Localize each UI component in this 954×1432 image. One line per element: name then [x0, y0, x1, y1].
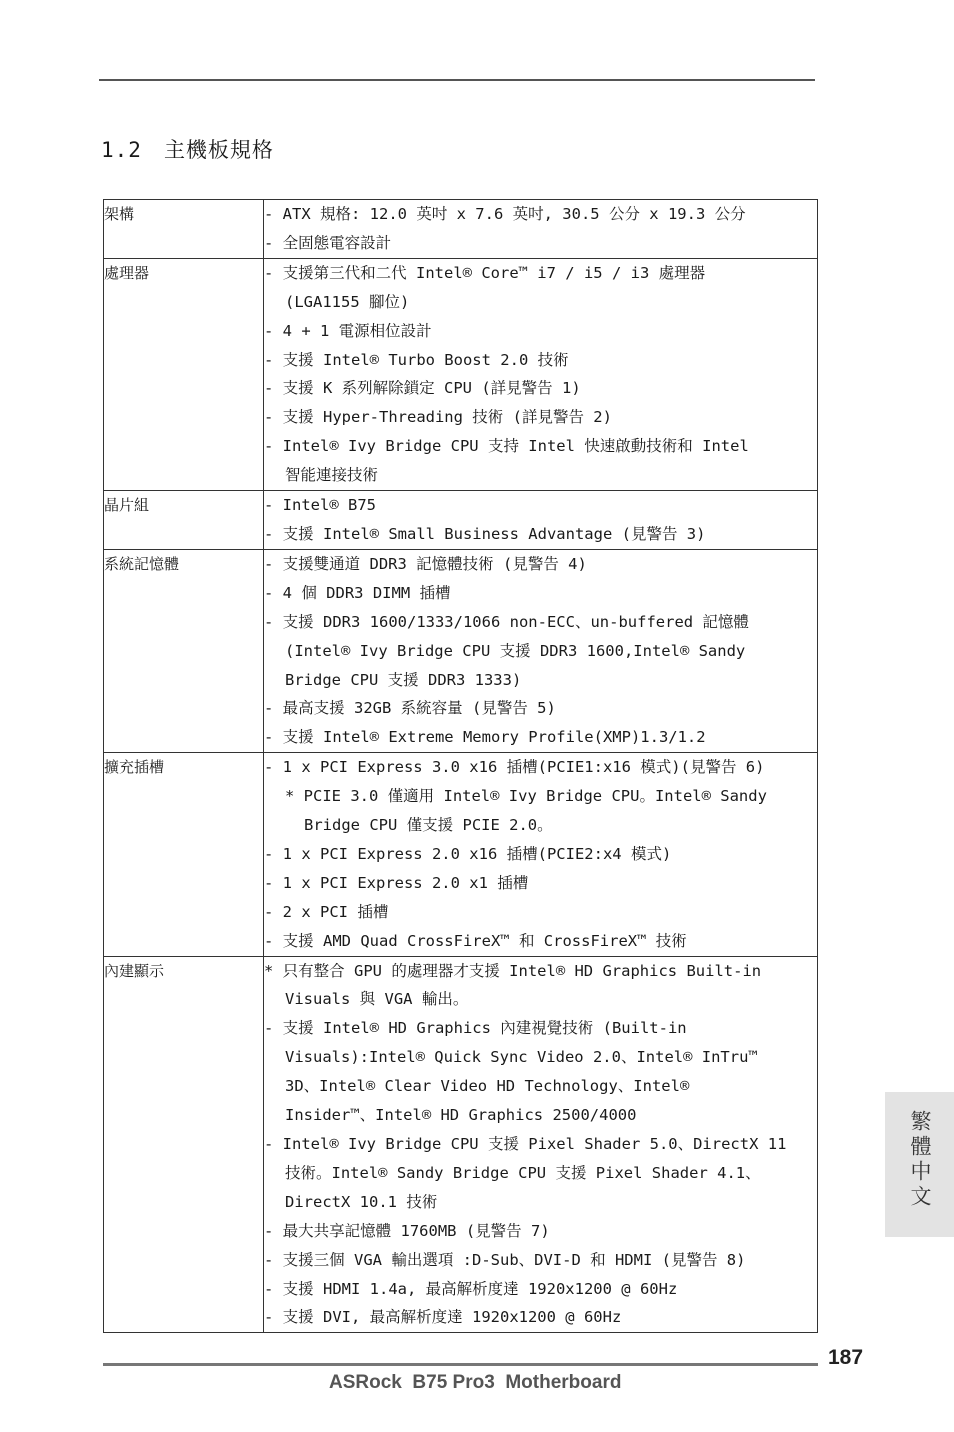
spec-line: - 支援第三代和二代 Intel® Core™ i7 / i5 / i3 處理器 — [264, 263, 706, 282]
spec-table — [103, 199, 818, 1333]
spec-line: Visuals):Intel® Quick Sync Video 2.0、Intel® InTru™ — [285, 1048, 758, 1067]
spec-line: - 支援三個 VGA 輸出選項 :D-Sub、DVI-D 和 HDMI (見警告 8) — [264, 1250, 746, 1269]
spec-line: * 只有整合 GPU 的處理器才支援 Intel® HD Graphics Built-in — [264, 961, 762, 980]
spec-label: 架構 — [104, 200, 264, 259]
spec-line: Bridge CPU 僅支援 PCIE 2.0。 — [304, 816, 553, 835]
spec-line: Bridge CPU 支援 DDR3 1333) — [285, 670, 522, 689]
top-rule — [99, 79, 815, 81]
spec-line: - ATX 規格: 12.0 英吋 x 7.6 英吋, 30.5 公分 x 19.3 公分 — [264, 205, 746, 223]
spec-label: 處理器 — [104, 258, 264, 490]
spec-line: Insider™、Intel® HD Graphics 2500/4000 — [285, 1106, 637, 1125]
spec-row — [104, 200, 818, 259]
spec-line: - 1 x PCI Express 2.0 x16 插槽(PCIE2:x4 模式) — [264, 844, 672, 863]
spec-row — [104, 956, 818, 1333]
page-number: 187 — [828, 1346, 864, 1369]
spec-line: (Intel® Ivy Bridge CPU 支援 DDR3 1600,Intel® Sandy — [285, 641, 746, 660]
spec-line: - 4 + 1 電源相位設計 — [264, 321, 432, 340]
spec-line: Visuals 與 VGA 輸出。 — [285, 990, 469, 1009]
spec-row — [104, 753, 818, 956]
spec-line: 3D、Intel® Clear Video HD Technology、Intel® — [285, 1077, 690, 1096]
spec-line: - 支援 HDMI 1.4a, 最高解析度達 1920x1200 @ 60Hz — [264, 1279, 678, 1298]
spec-line: - 支援 DVI, 最高解析度達 1920x1200 @ 60Hz — [264, 1308, 622, 1327]
spec-line: - 2 x PCI 插槽 — [264, 902, 389, 921]
spec-content — [264, 258, 818, 490]
spec-row — [104, 549, 818, 752]
spec-content — [264, 753, 818, 956]
spec-label: 擴充插槽 — [104, 753, 264, 956]
spec-label: 系統記憶體 — [104, 549, 264, 752]
spec-content — [264, 549, 818, 752]
spec-line: DirectX 10.1 技術 — [285, 1192, 438, 1211]
spec-line: - 支援 Intel® Turbo Boost 2.0 技術 — [264, 350, 569, 369]
spec-line: - 支援 DDR3 1600/1333/1066 non-ECC、un-buffered 記憶體 — [264, 612, 749, 631]
spec-content — [264, 956, 818, 1333]
language-side-tab — [885, 1092, 954, 1237]
spec-line: - 支援 K 系列解除鎖定 CPU (詳見警告 1) — [264, 379, 581, 398]
spec-line: - 1 x PCI Express 2.0 x1 插槽 — [264, 873, 529, 892]
section-title: 主機板規格 — [163, 138, 274, 162]
spec-line: - 全固態電容設計 — [264, 233, 392, 252]
spec-line: - Intel® Ivy Bridge CPU 支援 Pixel Shader 5.0、DirectX 11 — [264, 1135, 787, 1153]
spec-label: 內建顯示 — [104, 956, 264, 1333]
spec-content — [264, 491, 818, 550]
spec-line: (LGA1155 腳位) — [285, 292, 410, 311]
spec-line: - 1 x PCI Express 3.0 x16 插槽(PCIE1:x16 模式)(見警告 6) — [264, 758, 765, 777]
spec-row — [104, 491, 818, 550]
spec-label: 晶片組 — [104, 491, 264, 550]
spec-line: - 4 個 DDR3 DIMM 插槽 — [264, 583, 451, 602]
language-label: 繁體中文 — [908, 1110, 932, 1210]
spec-line: - Intel® B75 — [264, 496, 376, 515]
spec-line: - 支援 Hyper-Threading 技術 (詳見警告 2) — [264, 408, 612, 427]
footer-rule — [103, 1363, 818, 1366]
spec-line: 智能連接技術 — [285, 466, 379, 485]
spec-line: - 支援 AMD Quad CrossFireX™ 和 CrossFireX™ 技術 — [264, 931, 687, 950]
section-number: 1.2 — [101, 138, 142, 162]
spec-line: - 支援 Intel® Small Business Advantage (見警告 3) — [264, 524, 706, 543]
spec-line: * PCIE 3.0 僅適用 Intel® Ivy Bridge CPU。Intel® Sandy — [285, 787, 767, 806]
section-heading — [101, 134, 274, 164]
spec-line: - 最大共享記憶體 1760MB (見警告 7) — [264, 1221, 550, 1240]
spec-line: - 最高支援 32GB 系統容量 (見警告 5) — [264, 699, 556, 718]
spec-content — [264, 200, 818, 259]
spec-row — [104, 258, 818, 490]
spec-line: - 支援雙通道 DDR3 記憶體技術 (見警告 4) — [264, 554, 587, 573]
spec-line: - Intel® Ivy Bridge CPU 支持 Intel 快速啟動技術和 Intel — [264, 437, 749, 456]
spec-line: - 支援 Intel® HD Graphics 內建視覺技術 (Built-in — [264, 1019, 687, 1038]
spec-line: - 支援 Intel® Extreme Memory Profile(XMP)1.3/1.2 — [264, 728, 706, 747]
spec-table-body — [104, 200, 818, 1333]
spec-line: 技術。Intel® Sandy Bridge CPU 支援 Pixel Shader 4.1、 — [285, 1163, 761, 1182]
footer-text: ASRock B75 Pro3 Motherboard — [329, 1372, 622, 1393]
